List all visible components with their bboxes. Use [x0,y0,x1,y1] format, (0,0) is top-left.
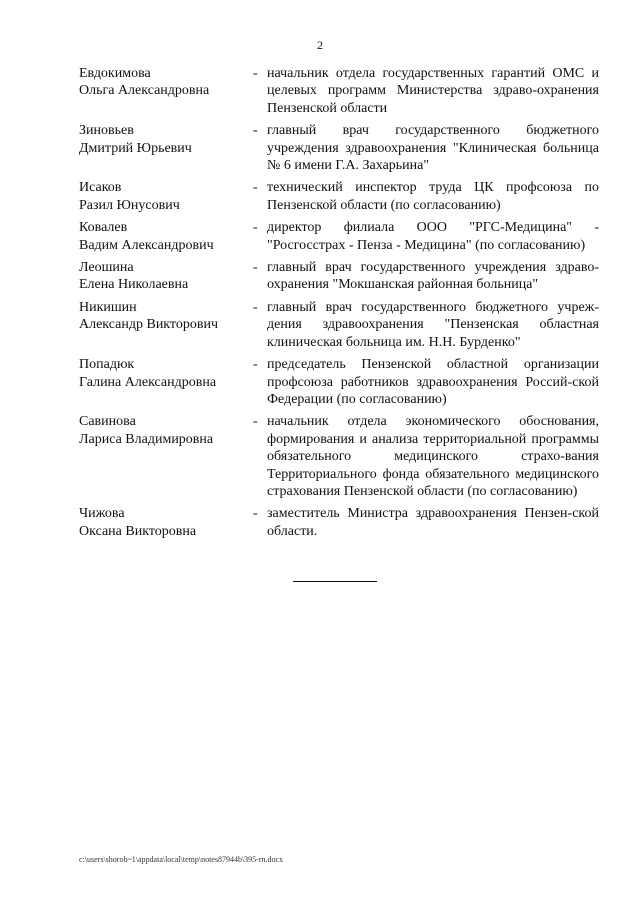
list-item [79,65,599,117]
member-given-name: Вадим Александрович [79,237,214,253]
member-surname: Попадюк [79,357,135,373]
member-role: главный врач государственного учреждения здраво-охранения "Мокшанская районная больница" [267,260,599,293]
dash-separator: - [253,506,258,522]
member-surname: Никишин [79,299,137,315]
dash-separator: - [253,260,258,276]
list-item [79,299,599,351]
dash-separator: - [253,66,258,81]
member-given-name: Александр Викторович [79,317,219,333]
dash-separator: - [253,180,258,196]
member-given-name: Ольга Александровна [79,83,210,99]
dash-separator: - [253,414,258,430]
member-role: заместитель Министра здравоохранения Пензен-ской области. [267,506,599,539]
member-name [79,413,253,500]
list-item [79,259,599,294]
member-name [79,122,253,174]
list-item [79,179,599,214]
member-surname: Евдокимова [79,66,151,81]
member-role: председатель Пензенской областной организации профсоюза работников здравоохранения Россий-ской Федерации (по согласованию) [267,357,599,407]
dash-separator: - [253,123,258,139]
member-role: директор филиала ООО "РГС-Медицина" - "Росгосстрах - Пенза - Медицина" (по согласованию) [267,220,599,253]
dash-separator: - [253,299,258,315]
member-role: главный врач государственного бюджетного учреж-дения здравоохранения "Пензенская областная клиническая больница им. Н.Н. Бурденко" [267,299,599,350]
dash-separator: - [253,357,258,373]
member-surname: Зиновьев [79,123,134,139]
member-given-name: Разил Юнусович [79,197,180,213]
file-path-footer: c:\users\shorob~1\appdata\local\temp\notes87944b\395-rn.docx [79,855,284,864]
closing-rule [293,581,377,582]
list-item [79,122,599,174]
list-item [79,413,599,500]
member-role: начальник отдела экономического обоснования, формирования и анализа территориальной программы обязательного медицинского страхо-вания Территориального фонда обязательного медицинского страхования Пензенской области (по согласованию) [267,414,599,499]
member-given-name: Оксана Викторовна [79,523,197,539]
member-name [79,505,253,540]
member-name [79,356,253,408]
list-item [79,505,599,540]
member-given-name: Дмитрий Юрьевич [79,140,192,156]
member-given-name: Галина Александровна [79,374,217,390]
member-surname: Чижова [79,506,125,522]
member-role: начальник отдела государственных гарантий ОМС и целевых программ Министерства здраво-охранения Пензенской области [267,66,599,116]
member-surname: Леошина [79,260,134,276]
member-surname: Савинова [79,414,136,430]
list-item [79,219,599,254]
list-item [79,356,599,408]
member-name [79,219,253,254]
page-number: 2 [317,38,323,52]
member-name [79,179,253,214]
member-name [79,299,253,351]
member-surname: Ковалев [79,220,128,236]
member-given-name: Елена Николаевна [79,277,189,293]
member-name [79,259,253,294]
member-name [79,65,253,117]
member-role: технический инспектор труда ЦК профсоюза по Пензенской области (по согласованию) [267,180,599,213]
member-given-name: Лариса Владимировна [79,431,214,447]
member-list [79,65,599,545]
member-surname: Исаков [79,180,122,196]
dash-separator: - [253,220,258,236]
member-role: главный врач государственного бюджетного учреждения здравоохранения "Клиническая больница № 6 имени Г.А. Захарьина" [267,123,599,174]
